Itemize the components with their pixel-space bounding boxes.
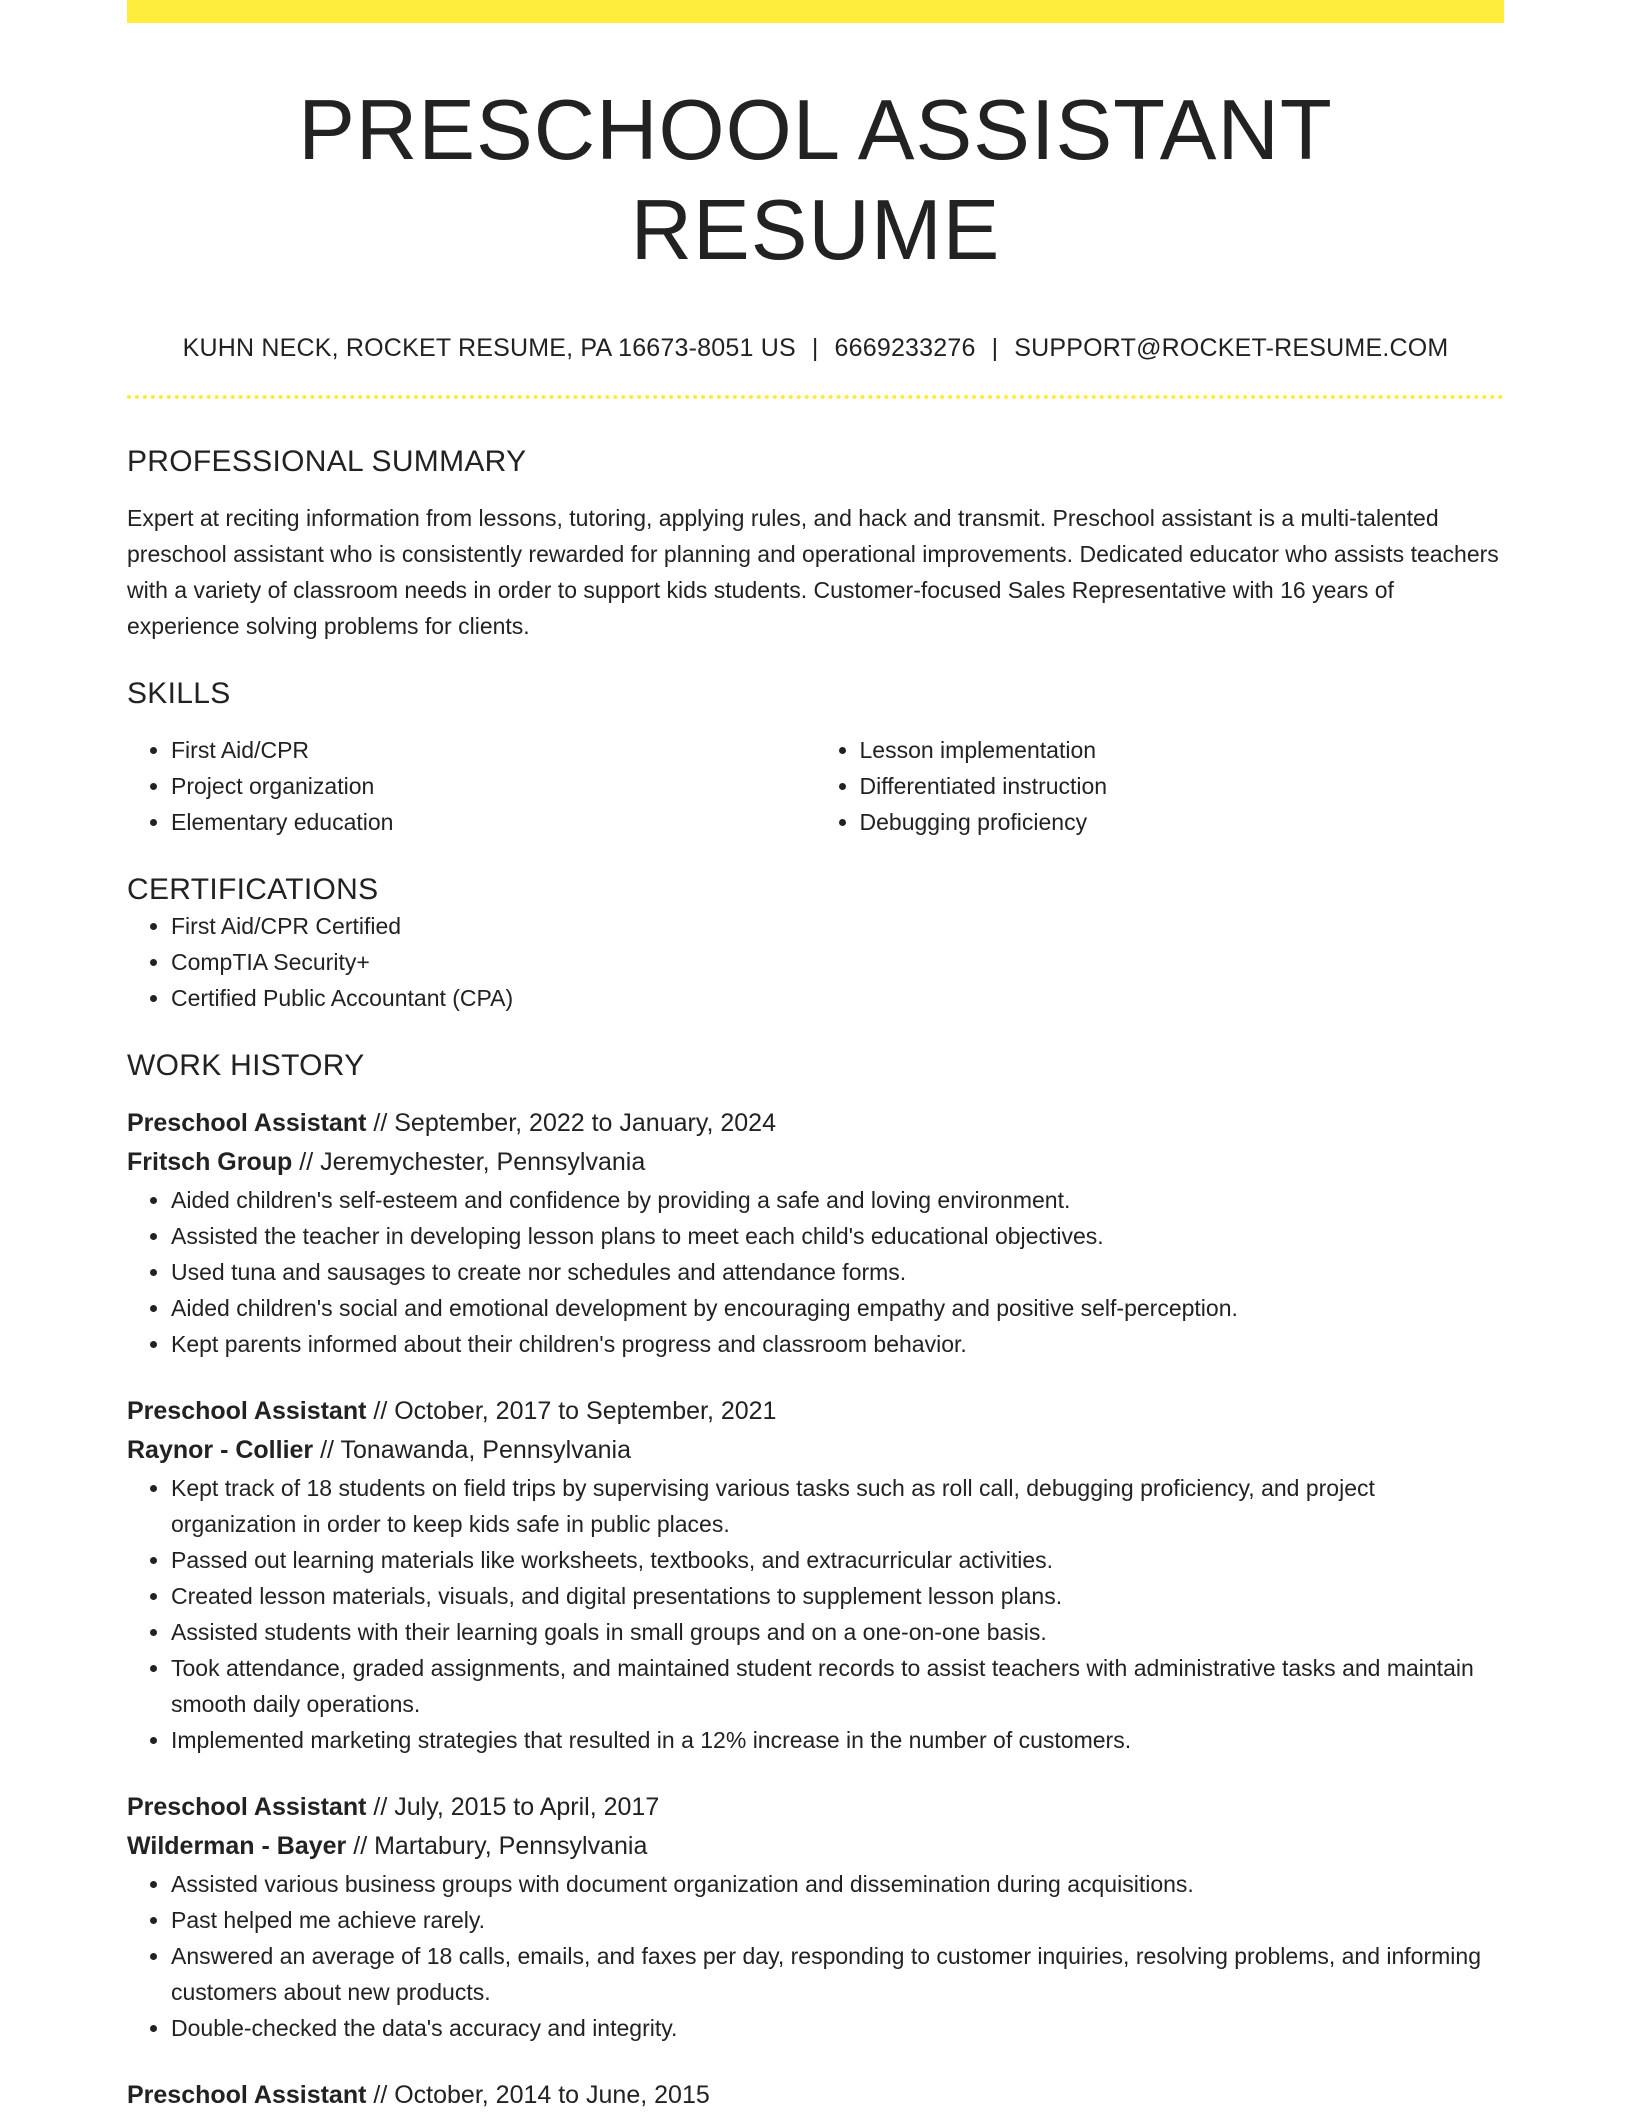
job-bullet: • Used tuna and sausages to create nor schedules and attendance forms. [171,1254,1504,1290]
contact-separator: | [811,334,819,362]
job-title: Preschool Assistant [127,1109,367,1137]
job-bullet: • Implemented marketing strategies that resulted in a 12% increase in the number of customers. [171,1722,1504,1758]
job-bullet: • Kept track of 18 students on field trips by supervising various tasks such as roll call, debugging proficiency, and project organization in order to keep kids safe in public places. [171,1470,1504,1542]
work-history-heading: WORK HISTORY [127,1049,365,1082]
job-separator: // [346,1832,375,1860]
job-bullet: • Answered an average of 18 calls, emails, and faxes per day, responding to customer inquiries, resolving problems, and informing customers about new products. [171,1938,1504,2010]
job-entry [127,2076,1504,2115]
job-bullet: • Created lesson materials, visuals, and digital presentations to supplement lesson plans. [171,1578,1504,1614]
skill-item: • Lesson implementation [860,732,1505,768]
skills-column-left [127,732,816,840]
job-bullets [127,1470,1504,1758]
skill-item: • Elementary education [171,804,816,840]
job-company-line [127,1431,1504,1470]
job-title-line [127,1788,1504,1827]
job-location: Tonawanda, Pennsylvania [340,1436,631,1464]
job-separator: // [366,2081,395,2109]
job-bullet: • Took attendance, graded assignments, and maintained student records to assist teachers with administrative tasks and maintain smooth daily operations. [171,1650,1504,1722]
job-entry [127,1788,1504,2046]
job-bullet: • Past helped me achieve rarely. [171,1902,1504,1938]
job-bullet: • Passed out learning materials like worksheets, textbooks, and extracurricular activities. [171,1542,1504,1578]
job-title: Preschool Assistant [127,2081,367,2109]
job-company: Wilderman - Bayer [127,1832,347,1860]
job-location: Jeremychester, Pennsylvania [320,1148,646,1176]
skills-list-right [816,732,1505,840]
certification-item: • CompTIA Security+ [171,944,1504,980]
skills-grid [127,732,1504,840]
top-accent-bar [127,0,1504,23]
skill-item: • First Aid/CPR [171,732,816,768]
contact-email: SUPPORT@ROCKET-RESUME.COM [1014,334,1449,362]
job-title: Preschool Assistant [127,1397,367,1425]
summary-heading: PROFESSIONAL SUMMARY [127,445,527,478]
job-location: Martabury, Pennsylvania [374,1832,648,1860]
job-entry [127,1104,1504,1362]
skill-item: • Debugging proficiency [860,804,1505,840]
job-dates: October, 2014 to June, 2015 [394,2081,710,2109]
certifications-list [127,908,1504,1016]
job-separator: // [366,1397,395,1425]
job-bullets [127,1866,1504,2046]
job-separator: // [366,1793,395,1821]
job-title: Preschool Assistant [127,1793,367,1821]
skills-column-right [816,732,1505,840]
job-entry [127,1392,1504,1758]
job-bullet: • Aided children's social and emotional development by encouraging empathy and positive self-perception. [171,1290,1504,1326]
job-bullets [127,1182,1504,1362]
skill-item: • Differentiated instruction [860,768,1505,804]
job-bullet: • Assisted various business groups with document organization and dissemination during acquisitions. [171,1866,1504,1902]
header-divider [127,395,1504,399]
contact-address: KUHN NECK, ROCKET RESUME, PA 16673-8051 US [182,334,796,362]
skills-heading: SKILLS [127,677,231,710]
certification-item: • Certified Public Accountant (CPA) [171,980,1504,1016]
resume-title: PRESCHOOL ASSISTANT RESUME [298,83,1333,278]
job-company: Fritsch Group [127,1148,293,1176]
job-dates: July, 2015 to April, 2017 [394,1793,660,1821]
job-bullet: • Aided children's self-esteem and confidence by providing a safe and loving environment. [171,1182,1504,1218]
job-bullet: • Kept parents informed about their children's progress and classroom behavior. [171,1326,1504,1362]
job-title-line [127,2076,1504,2115]
job-bullet: • Assisted students with their learning goals in small groups and on a one-on-one basis. [171,1614,1504,1650]
contact-line [127,333,1504,363]
skill-item: • Project organization [171,768,816,804]
contact-phone: 6669233276 [834,334,976,362]
job-separator: // [313,1436,341,1464]
job-separator: // [292,1148,321,1176]
job-company-line [127,1143,1504,1182]
job-company: Raynor - Collier [127,1436,314,1464]
contact-separator: | [991,334,999,362]
job-title-line [127,1392,1504,1431]
job-dates: September, 2022 to January, 2024 [394,1109,776,1137]
certifications-heading: CERTIFICATIONS [127,873,379,906]
certification-item: • First Aid/CPR Certified [171,908,1504,944]
resume-page [127,0,1504,2115]
job-dates: October, 2017 to September, 2021 [394,1397,777,1425]
job-bullet: • Double-checked the data's accuracy and integrity. [171,2010,1504,2046]
job-bullet: • Assisted the teacher in developing lesson plans to meet each child's educational objectives. [171,1218,1504,1254]
job-company-line [127,1827,1504,1866]
job-separator: // [366,1109,395,1137]
skills-list-left [127,732,816,840]
summary-text: Expert at reciting information from lessons, tutoring, applying rules, and hack and transmit. Preschool assistant is a multi-talented preschool assistant who is consistently rewarded for planning and operational improvements. Dedicated educator who assists teachers with a variety of classroom needs in order to support kids students. Customer-focused Sales Representative with 16 years of experience solving problems for clients. [127,505,1499,639]
job-title-line [127,1104,1504,1143]
